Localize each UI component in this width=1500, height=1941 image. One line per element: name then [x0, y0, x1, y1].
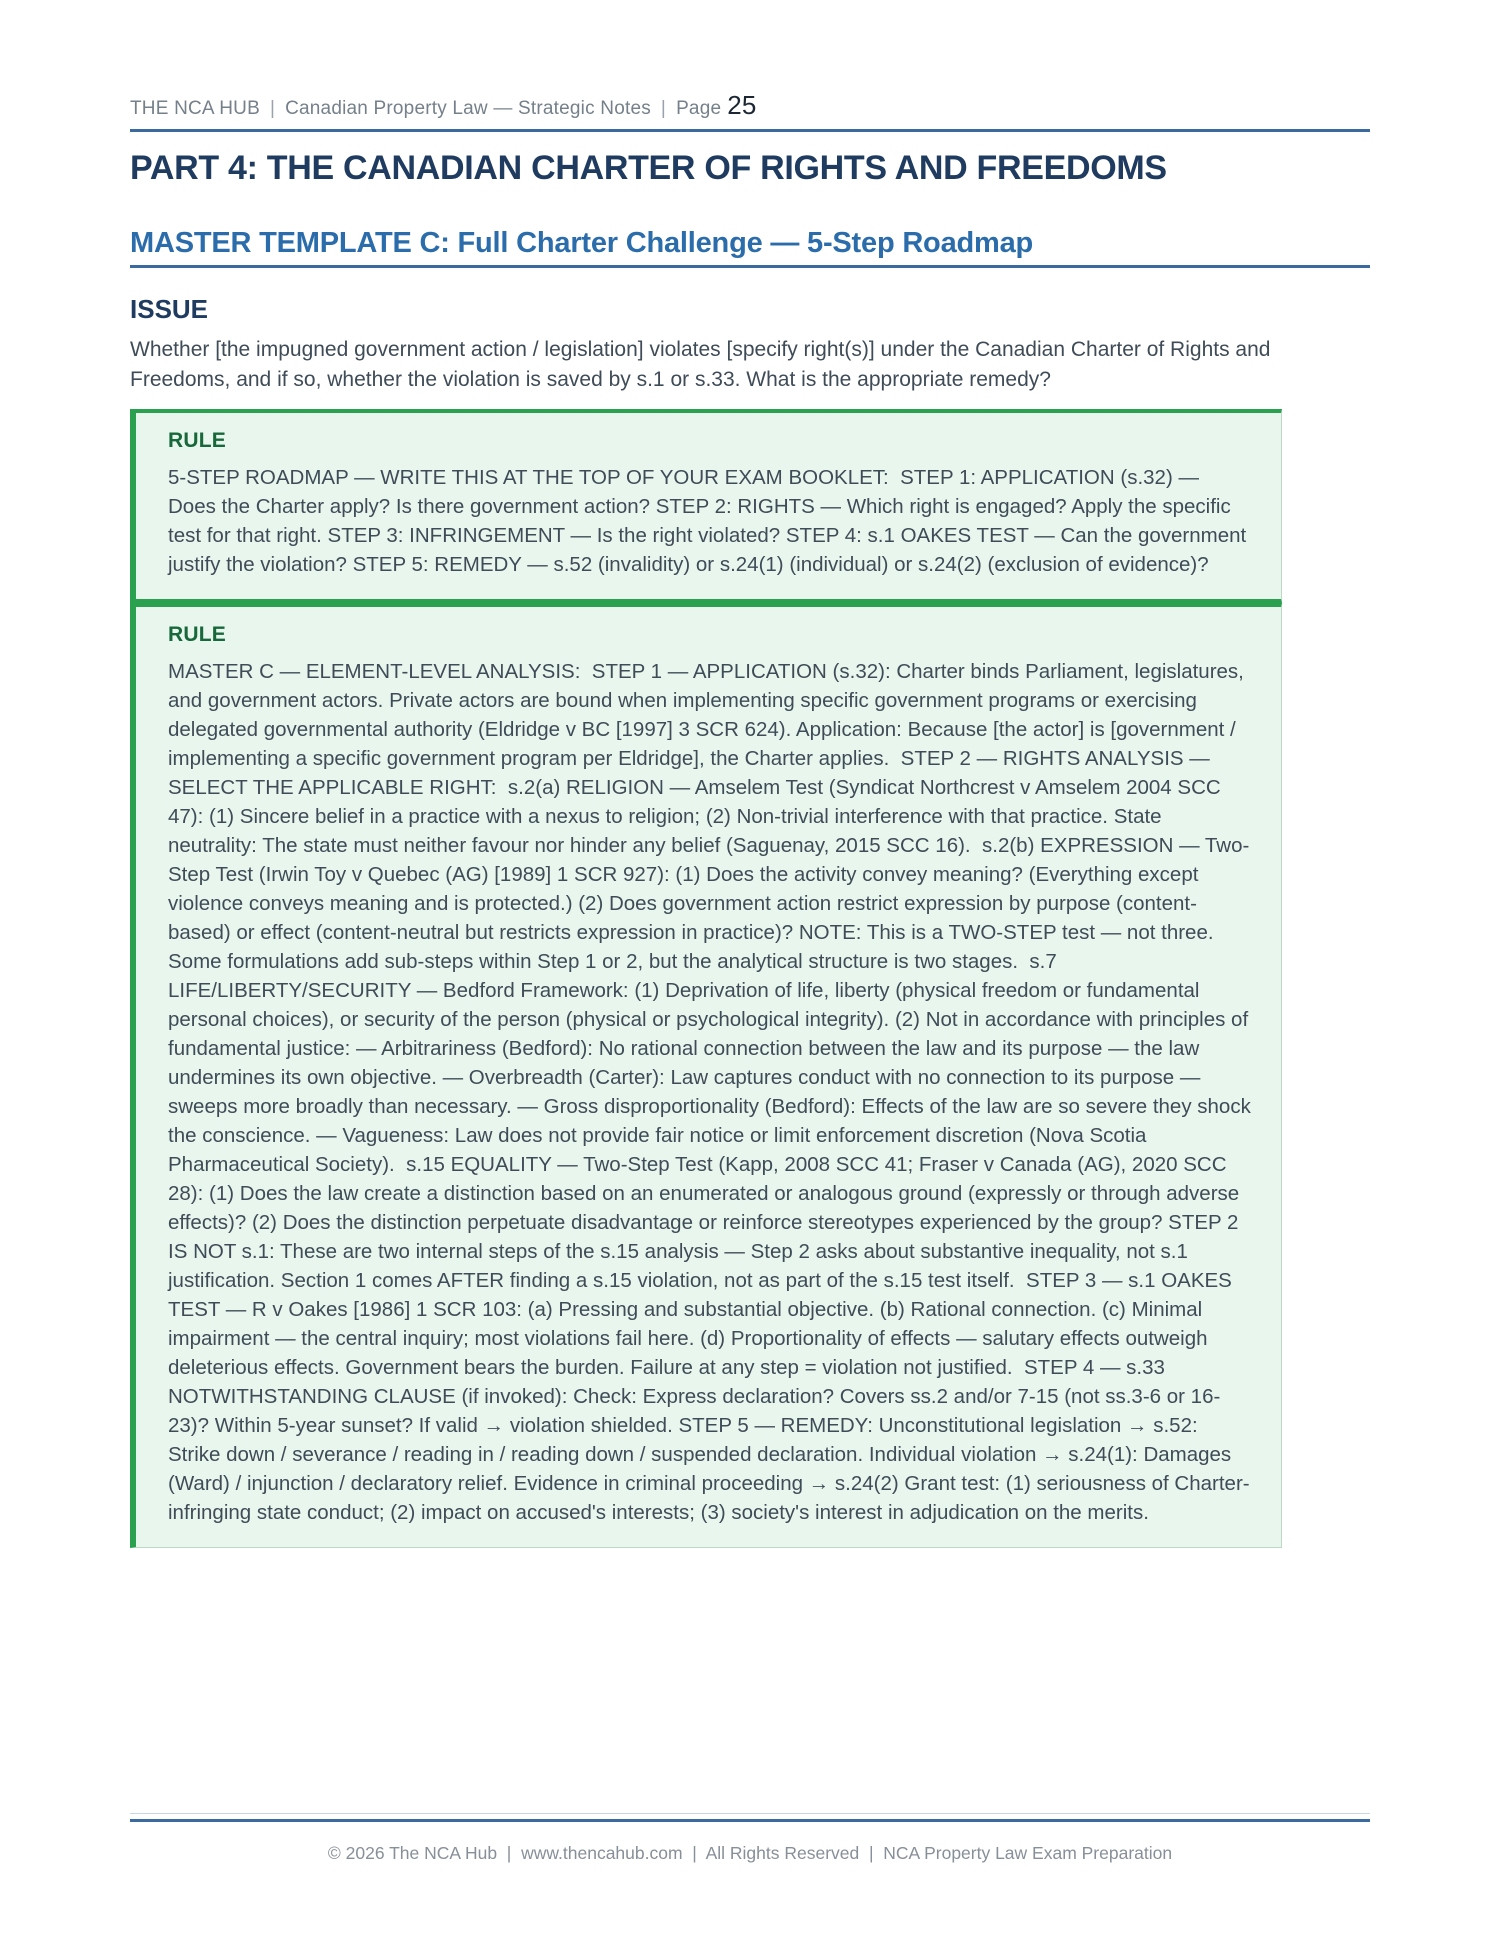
rule-text-master-analysis: MASTER C — ELEMENT-LEVEL ANALYSIS: STEP 1 — APPLICATION (s.32): Charter binds Parliament, legislatures, and government actors. Private actors are bound when implementing specific government programs or exercising delegated governmental authority (Eldridge v BC [1997] 3 SCR 624). Application: Because [the actor] is [government / implementing a specific government program per Eldridge], the Charter applies. STEP 2 — RIGHTS ANALYSIS — SELECT THE APPLICABLE RIGHT: s.2(a) RELIGION — Amselem Test (Syndicat Northcrest v Amselem 2004 SCC 47): (1) Sincere belief in a practice with a nexus to religion; (2) Non-trivial interference with that practice. State neutrality: The state must neither favour nor hinder any belief (Saguenay, 2015 SCC 16). s.2(b) EXPRESSION — Two-Step Test (Irwin Toy v Quebec (AG) [1989] 1 SCR 927): (1) Does the activity convey meaning? (Everything except violence conveys meaning and is protected.) (2) Does government action restrict expression by purpose (content-based) or effect (content-neutral but restricts expression in practice)? NOTE: This is a TWO-STEP test — not three. Some formulations add sub-steps within Step 1 or 2, but the analytical structure is two stages. s.7 LIFE/LIBERTY/SECURITY — Bedford Framework: (1) Deprivation of life, liberty (physical freedom or fundamental personal choices), or security of the person (physical or psychological integrity). (2) Not in accordance with principles of fundamental justice: — Arbitrariness (Bedford): No rational connection between the law and its purpose — the law undermines its own objective. — Overbreadth (Carter): Law captures conduct with no connection to its purpose — sweeps more broadly than necessary. — Gross disproportionality (Bedford): Effects of the law are so severe they shock the conscience. — Vagueness: Law does not provide fair notice or limit enforcement discretion (Nova Scotia Pharmaceutical Society). s.15 EQUALITY — Two-Step Test (Kapp, 2008 SCC 41; Fraser v Canada (AG), 2020 SCC 28): (1) Does the law create a distinction based on an enumerated or analogous ground (expressly or through adverse effects)? (2) Does the distinction perpetuate disadvantage or reinforce stereotypes experienced by the group? STEP 2 IS NOT s.1: These are two internal steps of the s.15 analysis — Step 2 asks about substantive inequality, not s.1 justification. Section 1 comes AFTER finding a s.15 violation, not as part of the s.15 test itself. STEP 3 — s.1 OAKES TEST — R v Oakes [1986] 1 SCR 103: (a) Pressing and substantial objective. (b) Rational connection. (c) Minimal impairment — the central inquiry; most violations fail here. (d) Proportionality of effects — salutary effects outweigh deleterious effects. Government bears the burden. Failure at any step = violation not justified. STEP 4 — s.33 NOTWITHSTANDING CLAUSE (if invoked): Check: Express declaration? Covers ss.2 and/or 7-15 (not ss.3-6 or 16-23)? Within 5-year sunset? If valid → violation shielded. STEP 5 — REMEDY: Unconstitutional legislation → s.52: Strike down / severance / reading in / reading down / suspended declaration. Individual violation → s.24(1): Damages (Ward) / injunction / declaratory relief. Evidence in criminal proceeding → s.24(2) Grant test: (1) seriousness of Charter-infringing state conduct; (2) impact on accused's interests; (3) society's interest in adjudication on the merits. [168, 660, 1257, 1524]
part-title: PART 4: THE CANADIAN CHARTER OF RIGHTS AND FREEDOMS [130, 149, 1167, 187]
rule-label: RULE [168, 429, 226, 452]
footer-text: © 2026 The NCA Hub | www.thencahub.com | All Rights Reserved | NCA Property Law Exam Preparation [327, 1843, 1173, 1863]
footer-divider-line [130, 1819, 1370, 1822]
page-number: 25 [727, 90, 757, 120]
header-separator: | [269, 98, 276, 119]
header-page-label: Page [676, 98, 722, 119]
rule-box-master-analysis [130, 603, 1282, 1548]
rule-text-roadmap: 5-STEP ROADMAP — WRITE THIS AT THE TOP OF YOUR EXAM BOOKLET: STEP 1: APPLICATION (s.32) — Does the Charter apply? Is there government action? STEP 2: RIGHTS — Which right is engaged? Apply the specific test for that right. STEP 3: INFRINGEMENT — Is the right violated? STEP 4: s.1 OAKES TEST — Can the government justify the violation? STEP 5: REMEDY — s.52 (invalidity) or s.24(1) (individual) or s.24(2) (exclusion of evidence)? [168, 466, 1252, 576]
template-title: MASTER TEMPLATE C: Full Charter Challenge — 5-Step Roadmap [130, 227, 1034, 259]
header-brand: THE NCA HUB [130, 98, 260, 119]
page-footer [130, 1813, 1370, 1864]
footer-divider-light-line [130, 1813, 1370, 1814]
template-title-divider-line [130, 265, 1370, 268]
header-separator: | [660, 98, 667, 119]
issue-text: Whether [the impugned government action / legislation] violates [specify right(s)] under the Canadian Charter of Rights and Freedoms, and if so, whether the violation is saved by s.1 or s.33. What is the appropriate remedy? [130, 338, 1277, 391]
page-header [130, 90, 1370, 121]
header-doc-title: Canadian Property Law — Strategic Notes [285, 98, 651, 119]
rule-box-roadmap [130, 409, 1282, 603]
issue-heading: ISSUE [130, 294, 209, 324]
rule-label: RULE [168, 623, 226, 646]
header-divider-line [130, 129, 1370, 132]
